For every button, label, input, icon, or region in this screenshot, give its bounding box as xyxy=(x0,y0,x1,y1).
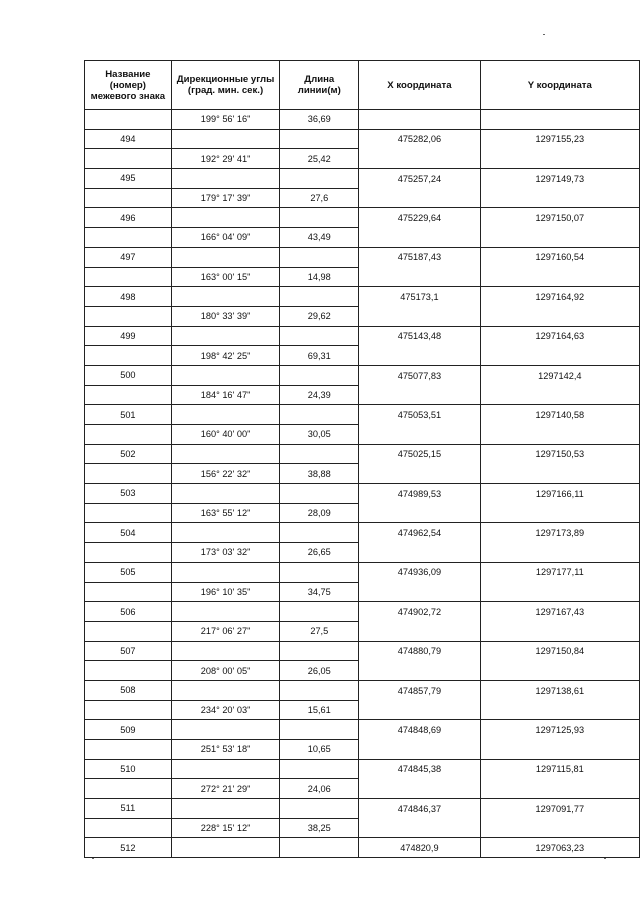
direction-angle-cell: 251° 53' 18" xyxy=(171,740,280,760)
boundary-coordinates-table xyxy=(84,60,640,858)
point-name-cell: 502 xyxy=(85,444,172,464)
direction-angle-cell xyxy=(171,759,280,779)
table-body xyxy=(85,110,640,858)
direction-angle-cell: 163° 00' 15" xyxy=(171,267,280,287)
point-row xyxy=(85,365,640,385)
point-name-cell: 496 xyxy=(85,208,172,228)
y-coordinate-cell: 1297115,81 xyxy=(480,759,639,779)
point-name-cell xyxy=(85,621,172,641)
line-length-cell xyxy=(280,838,359,858)
segment-row xyxy=(85,385,640,405)
y-coordinate-cell: 1297167,43 xyxy=(480,602,639,622)
direction-angle-cell: 228° 15' 12" xyxy=(171,818,280,838)
direction-angle-cell: 192° 29' 41" xyxy=(171,149,280,169)
line-length-cell xyxy=(280,799,359,819)
segment-row xyxy=(85,149,640,169)
point-name-cell xyxy=(85,582,172,602)
line-length-cell xyxy=(280,523,359,543)
x-coordinate-cell xyxy=(359,740,480,760)
y-coordinate-cell: 1297142,4 xyxy=(480,365,639,385)
y-coordinate-cell xyxy=(480,188,639,208)
y-coordinate-cell xyxy=(480,582,639,602)
line-length-cell xyxy=(280,129,359,149)
point-name-cell xyxy=(85,700,172,720)
y-coordinate-cell xyxy=(480,740,639,760)
x-coordinate-cell: 474845,38 xyxy=(359,759,480,779)
x-coordinate-cell: 474848,69 xyxy=(359,720,480,740)
segment-row xyxy=(85,267,640,287)
x-coordinate-cell: 475229,64 xyxy=(359,208,480,228)
x-coordinate-cell: 475053,51 xyxy=(359,405,480,425)
point-row xyxy=(85,759,640,779)
direction-angle-cell: 173° 03' 32" xyxy=(171,543,280,563)
y-coordinate-cell xyxy=(480,543,639,563)
direction-angle-cell: 184° 16' 47" xyxy=(171,385,280,405)
x-coordinate-cell xyxy=(359,110,480,130)
x-coordinate-cell: 474962,54 xyxy=(359,523,480,543)
line-length-cell: 10,65 xyxy=(280,740,359,760)
point-row xyxy=(85,680,640,700)
direction-angle-cell xyxy=(171,287,280,307)
point-name-cell xyxy=(85,740,172,760)
segment-row xyxy=(85,346,640,366)
x-coordinate-cell xyxy=(359,385,480,405)
y-coordinate-cell: 1297140,58 xyxy=(480,405,639,425)
point-name-cell xyxy=(85,188,172,208)
direction-angle-cell: 156° 22' 32" xyxy=(171,464,280,484)
y-coordinate-cell xyxy=(480,621,639,641)
line-length-cell: 24,06 xyxy=(280,779,359,799)
point-row xyxy=(85,247,640,267)
y-coordinate-cell: 1297150,53 xyxy=(480,444,639,464)
y-coordinate-cell: 1297150,84 xyxy=(480,641,639,661)
direction-angle-cell: 234° 20' 03" xyxy=(171,700,280,720)
point-name-cell: 507 xyxy=(85,641,172,661)
point-name-cell xyxy=(85,543,172,563)
point-name-cell: 503 xyxy=(85,484,172,504)
line-length-cell: 26,05 xyxy=(280,661,359,681)
line-length-cell: 38,88 xyxy=(280,464,359,484)
line-length-cell xyxy=(280,602,359,622)
x-coordinate-cell: 474880,79 xyxy=(359,641,480,661)
direction-angle-cell: 160° 40' 00" xyxy=(171,425,280,445)
point-name-cell xyxy=(85,306,172,326)
line-length-cell: 43,49 xyxy=(280,228,359,248)
line-length-cell: 24,39 xyxy=(280,385,359,405)
point-name-cell: 500 xyxy=(85,365,172,385)
segment-row xyxy=(85,464,640,484)
y-coordinate-cell: 1297063,23 xyxy=(480,838,639,858)
point-name-cell xyxy=(85,149,172,169)
point-row xyxy=(85,799,640,819)
x-coordinate-cell xyxy=(359,464,480,484)
x-coordinate-cell: 475173,1 xyxy=(359,287,480,307)
segment-row xyxy=(85,661,640,681)
segment-row xyxy=(85,582,640,602)
y-coordinate-cell: 1297138,61 xyxy=(480,680,639,700)
x-coordinate-cell: 474846,37 xyxy=(359,799,480,819)
x-coordinate-cell: 474989,53 xyxy=(359,484,480,504)
header-length: Длина линии(м) xyxy=(280,61,359,110)
scan-speck xyxy=(92,858,94,859)
point-name-cell: 511 xyxy=(85,799,172,819)
direction-angle-cell xyxy=(171,405,280,425)
point-name-cell: 512 xyxy=(85,838,172,858)
line-length-cell: 26,65 xyxy=(280,543,359,563)
point-name-cell xyxy=(85,110,172,130)
point-name-cell xyxy=(85,346,172,366)
direction-angle-cell: 179° 17' 39" xyxy=(171,188,280,208)
line-length-cell: 69,31 xyxy=(280,346,359,366)
x-coordinate-cell xyxy=(359,425,480,445)
segment-row xyxy=(85,188,640,208)
direction-angle-cell: 208° 00' 05" xyxy=(171,661,280,681)
y-coordinate-cell: 1297166,11 xyxy=(480,484,639,504)
line-length-cell xyxy=(280,484,359,504)
point-name-cell: 504 xyxy=(85,523,172,543)
line-length-cell xyxy=(280,405,359,425)
segment-row xyxy=(85,306,640,326)
x-coordinate-cell: 474936,09 xyxy=(359,562,480,582)
line-length-cell xyxy=(280,247,359,267)
point-name-cell xyxy=(85,385,172,405)
line-length-cell: 34,75 xyxy=(280,582,359,602)
x-coordinate-cell xyxy=(359,503,480,523)
header-x: X координата xyxy=(359,61,480,110)
y-coordinate-cell: 1297177,11 xyxy=(480,562,639,582)
point-name-cell xyxy=(85,267,172,287)
point-name-cell: 501 xyxy=(85,405,172,425)
x-coordinate-cell xyxy=(359,149,480,169)
point-name-cell: 508 xyxy=(85,680,172,700)
scan-speck xyxy=(604,858,606,859)
direction-angle-cell xyxy=(171,484,280,504)
line-length-cell: 36,69 xyxy=(280,110,359,130)
y-coordinate-cell: 1297164,92 xyxy=(480,287,639,307)
x-coordinate-cell xyxy=(359,661,480,681)
point-row xyxy=(85,405,640,425)
point-name-cell: 494 xyxy=(85,129,172,149)
point-name-cell: 498 xyxy=(85,287,172,307)
direction-angle-cell xyxy=(171,326,280,346)
point-row xyxy=(85,602,640,622)
direction-angle-cell: 166° 04' 09" xyxy=(171,228,280,248)
direction-angle-cell xyxy=(171,208,280,228)
line-length-cell xyxy=(280,365,359,385)
point-name-cell: 495 xyxy=(85,169,172,189)
scan-speck xyxy=(543,34,545,35)
y-coordinate-cell: 1297125,93 xyxy=(480,720,639,740)
header-y: Y координата xyxy=(480,61,639,110)
x-coordinate-cell: 474857,79 xyxy=(359,680,480,700)
line-length-cell: 25,42 xyxy=(280,149,359,169)
line-length-cell xyxy=(280,562,359,582)
point-row xyxy=(85,169,640,189)
x-coordinate-cell: 475187,43 xyxy=(359,247,480,267)
segment-row xyxy=(85,425,640,445)
header-row xyxy=(85,61,640,110)
segment-row xyxy=(85,503,640,523)
line-length-cell xyxy=(280,444,359,464)
point-row xyxy=(85,129,640,149)
point-name-cell xyxy=(85,661,172,681)
direction-angle-cell xyxy=(171,838,280,858)
x-coordinate-cell: 474902,72 xyxy=(359,602,480,622)
y-coordinate-cell xyxy=(480,425,639,445)
point-row xyxy=(85,208,640,228)
direction-angle-cell xyxy=(171,720,280,740)
y-coordinate-cell xyxy=(480,346,639,366)
point-row xyxy=(85,720,640,740)
line-length-cell: 14,98 xyxy=(280,267,359,287)
point-name-cell: 509 xyxy=(85,720,172,740)
segment-row xyxy=(85,228,640,248)
point-row xyxy=(85,444,640,464)
x-coordinate-cell xyxy=(359,582,480,602)
direction-angle-cell: 272° 21' 29" xyxy=(171,779,280,799)
x-coordinate-cell xyxy=(359,267,480,287)
point-name-cell: 506 xyxy=(85,602,172,622)
y-coordinate-cell xyxy=(480,149,639,169)
y-coordinate-cell xyxy=(480,267,639,287)
line-length-cell: 28,09 xyxy=(280,503,359,523)
x-coordinate-cell: 475143,48 xyxy=(359,326,480,346)
point-row xyxy=(85,287,640,307)
segment-row xyxy=(85,779,640,799)
line-length-cell: 29,62 xyxy=(280,306,359,326)
line-length-cell xyxy=(280,326,359,346)
header-angle: Дирекционные углы (град. мин. сек.) xyxy=(171,61,280,110)
line-length-cell: 38,25 xyxy=(280,818,359,838)
direction-angle-cell: 217° 06' 27" xyxy=(171,621,280,641)
y-coordinate-cell xyxy=(480,385,639,405)
point-name-cell xyxy=(85,228,172,248)
y-coordinate-cell xyxy=(480,818,639,838)
y-coordinate-cell xyxy=(480,700,639,720)
x-coordinate-cell xyxy=(359,188,480,208)
line-length-cell xyxy=(280,641,359,661)
x-coordinate-cell xyxy=(359,779,480,799)
line-length-cell xyxy=(280,208,359,228)
line-length-cell: 27,5 xyxy=(280,621,359,641)
y-coordinate-cell xyxy=(480,228,639,248)
y-coordinate-cell xyxy=(480,779,639,799)
x-coordinate-cell: 474820,9 xyxy=(359,838,480,858)
segment-row xyxy=(85,818,640,838)
x-coordinate-cell xyxy=(359,346,480,366)
x-coordinate-cell: 475257,24 xyxy=(359,169,480,189)
point-row xyxy=(85,326,640,346)
x-coordinate-cell: 475282,06 xyxy=(359,129,480,149)
segment-row xyxy=(85,110,640,130)
direction-angle-cell xyxy=(171,169,280,189)
x-coordinate-cell xyxy=(359,543,480,563)
x-coordinate-cell: 475077,83 xyxy=(359,365,480,385)
point-name-cell: 510 xyxy=(85,759,172,779)
y-coordinate-cell xyxy=(480,661,639,681)
direction-angle-cell xyxy=(171,562,280,582)
direction-angle-cell xyxy=(171,602,280,622)
point-name-cell xyxy=(85,779,172,799)
x-coordinate-cell xyxy=(359,306,480,326)
line-length-cell xyxy=(280,680,359,700)
y-coordinate-cell xyxy=(480,464,639,484)
direction-angle-cell xyxy=(171,799,280,819)
direction-angle-cell xyxy=(171,365,280,385)
point-name-cell: 497 xyxy=(85,247,172,267)
direction-angle-cell: 196° 10' 35" xyxy=(171,582,280,602)
point-name-cell xyxy=(85,818,172,838)
x-coordinate-cell: 475025,15 xyxy=(359,444,480,464)
segment-row xyxy=(85,740,640,760)
y-coordinate-cell xyxy=(480,503,639,523)
point-name-cell xyxy=(85,464,172,484)
direction-angle-cell xyxy=(171,641,280,661)
point-row xyxy=(85,838,640,858)
header-name: Название (номер) межевого знака xyxy=(85,61,172,110)
point-row xyxy=(85,562,640,582)
x-coordinate-cell xyxy=(359,621,480,641)
direction-angle-cell: 198° 42' 25" xyxy=(171,346,280,366)
y-coordinate-cell: 1297091,77 xyxy=(480,799,639,819)
direction-angle-cell xyxy=(171,247,280,267)
y-coordinate-cell: 1297155,23 xyxy=(480,129,639,149)
direction-angle-cell: 163° 55' 12" xyxy=(171,503,280,523)
y-coordinate-cell: 1297173,89 xyxy=(480,523,639,543)
point-name-cell xyxy=(85,425,172,445)
line-length-cell xyxy=(280,287,359,307)
point-row xyxy=(85,484,640,504)
line-length-cell xyxy=(280,169,359,189)
point-row xyxy=(85,641,640,661)
x-coordinate-cell xyxy=(359,700,480,720)
line-length-cell xyxy=(280,720,359,740)
direction-angle-cell xyxy=(171,444,280,464)
y-coordinate-cell: 1297149,73 xyxy=(480,169,639,189)
x-coordinate-cell xyxy=(359,818,480,838)
y-coordinate-cell: 1297150,07 xyxy=(480,208,639,228)
y-coordinate-cell: 1297164,63 xyxy=(480,326,639,346)
point-name-cell: 499 xyxy=(85,326,172,346)
x-coordinate-cell xyxy=(359,228,480,248)
point-name-cell xyxy=(85,503,172,523)
y-coordinate-cell xyxy=(480,306,639,326)
line-length-cell: 30,05 xyxy=(280,425,359,445)
direction-angle-cell xyxy=(171,523,280,543)
line-length-cell xyxy=(280,759,359,779)
line-length-cell: 27,6 xyxy=(280,188,359,208)
direction-angle-cell xyxy=(171,680,280,700)
y-coordinate-cell: 1297160,54 xyxy=(480,247,639,267)
segment-row xyxy=(85,621,640,641)
segment-row xyxy=(85,700,640,720)
direction-angle-cell: 199° 56' 16" xyxy=(171,110,280,130)
y-coordinate-cell xyxy=(480,110,639,130)
direction-angle-cell xyxy=(171,129,280,149)
segment-row xyxy=(85,543,640,563)
point-row xyxy=(85,523,640,543)
direction-angle-cell: 180° 33' 39" xyxy=(171,306,280,326)
point-name-cell: 505 xyxy=(85,562,172,582)
line-length-cell: 15,61 xyxy=(280,700,359,720)
